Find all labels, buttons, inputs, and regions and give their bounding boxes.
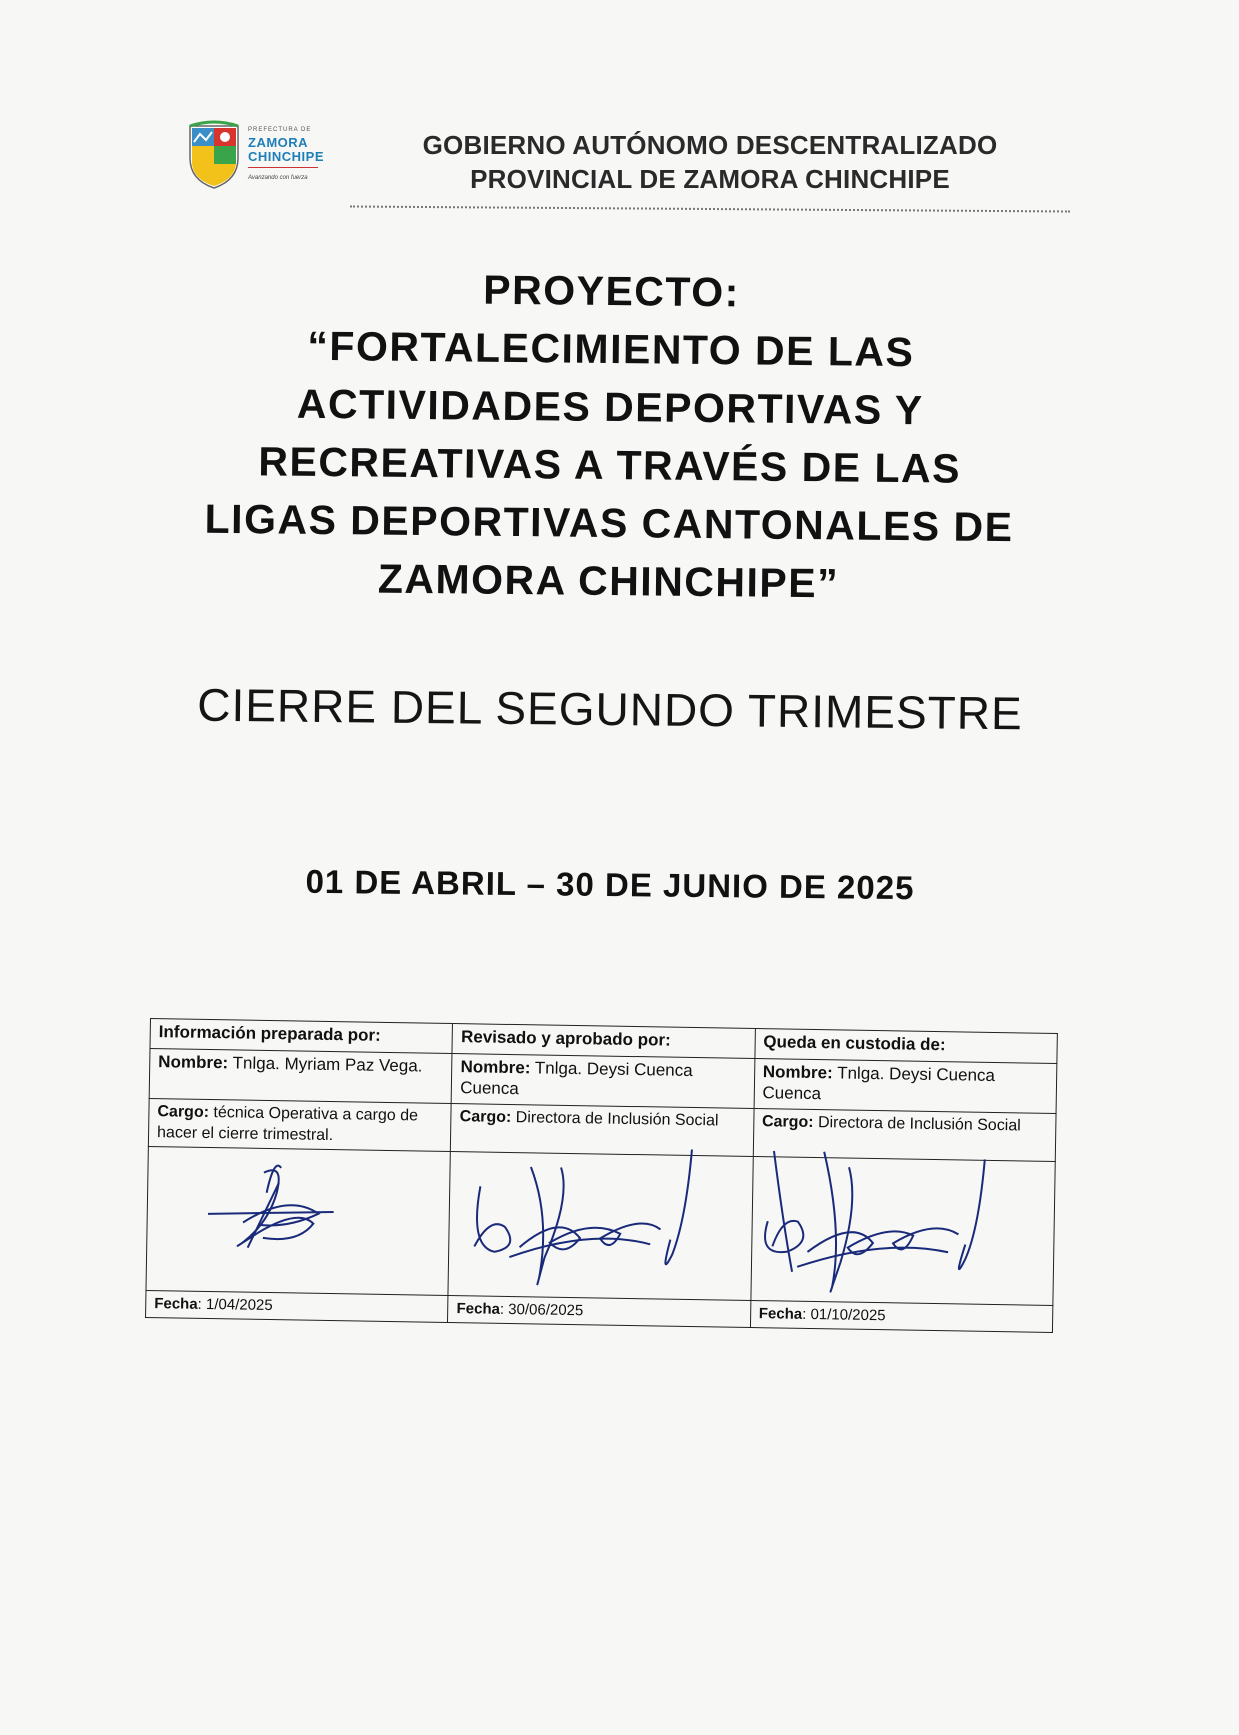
project-title-line: “FORTALECIMIENTO DE LAS	[307, 322, 915, 376]
signer-name: Tnlga. Deysi Cuenca Cuenca	[762, 1063, 996, 1103]
name-label: Nombre:	[762, 1061, 833, 1083]
fecha-label: Fecha	[154, 1295, 198, 1314]
signer-cargo: técnica Operativa a cargo de hacer el cierre trimestral.	[156, 1104, 419, 1145]
signature-date-cell	[750, 1301, 1053, 1333]
signer-cargo: Directora de Inclusión Social	[515, 1109, 719, 1130]
cargo-label: Cargo:	[459, 1108, 512, 1127]
name-label: Nombre:	[460, 1056, 531, 1078]
logo-prefix: PREFECTURA DE	[248, 127, 312, 133]
signer-cargo: Directora de Inclusión Social	[817, 1114, 1021, 1135]
government-header-line1: GOBIERNO AUTÓNOMO DESCENTRALIZADO	[422, 130, 998, 160]
cargo-label: Cargo:	[157, 1103, 210, 1122]
signature-date-cell	[146, 1291, 449, 1323]
header-divider	[350, 205, 1070, 212]
signer-name-cell	[451, 1053, 754, 1108]
project-title	[138, 257, 1082, 615]
handwritten-signature-2	[449, 1152, 753, 1300]
signer-cargo-cell	[451, 1104, 754, 1157]
signature-date: : 30/06/2025	[499, 1301, 584, 1320]
project-label: PROYECTO:	[483, 266, 741, 316]
signature-date: : 01/10/2025	[802, 1306, 886, 1325]
logo-name-line1: ZAMORA	[248, 135, 309, 150]
signer-cargo-cell	[148, 1099, 451, 1152]
signer-name: Tnlga. Deysi Cuenca Cuenca	[460, 1058, 693, 1098]
handwritten-signature-1	[146, 1147, 450, 1295]
prefecture-logo	[186, 118, 346, 194]
project-title-line: LIGAS DEPORTIVAS CANTONALES DE	[204, 495, 1014, 551]
cargo-label: Cargo:	[761, 1113, 814, 1132]
government-header-line2: PROVINCIAL DE ZAMORA CHINCHIPE	[470, 164, 950, 194]
signature-header: Revisado y aprobado por:	[452, 1024, 755, 1059]
logo-tagline: Avanzando con fuerza	[248, 175, 308, 181]
signature-table	[145, 1018, 1058, 1333]
government-header	[390, 128, 1030, 196]
signature-cell	[751, 1157, 1056, 1306]
logo-name-line2: CHINCHIPE	[248, 149, 325, 164]
signer-cargo-cell	[753, 1109, 1056, 1162]
handwritten-signature-3	[751, 1157, 1055, 1305]
name-label: Nombre:	[158, 1051, 229, 1073]
signature-header: Queda en custodia de:	[755, 1029, 1058, 1064]
project-title-line: RECREATIVAS A TRAVÉS DE LAS	[258, 438, 962, 492]
signer-name-cell	[754, 1058, 1057, 1113]
coat-of-arms-icon	[186, 120, 242, 190]
fecha-label: Fecha	[456, 1300, 501, 1319]
report-subtitle: CIERRE DEL SEGUNDO TRIMESTRE	[197, 678, 1023, 740]
logo-rule	[248, 167, 318, 168]
project-title-line: ACTIVIDADES DEPORTIVAS Y	[296, 380, 924, 434]
signature-date-cell	[448, 1296, 751, 1328]
fecha-label: Fecha	[758, 1305, 803, 1324]
signature-date: : 1/04/2025	[197, 1296, 273, 1315]
report-period: 01 DE ABRIL – 30 DE JUNIO DE 2025	[305, 862, 915, 907]
signature-header: Información preparada por:	[150, 1019, 453, 1054]
signer-name: Tnlga. Myriam Paz Vega.	[232, 1053, 423, 1076]
signer-name-cell	[149, 1048, 452, 1103]
project-title-line: ZAMORA CHINCHIPE”	[377, 555, 840, 607]
signature-cell	[146, 1147, 451, 1296]
signature-cell	[448, 1152, 753, 1301]
